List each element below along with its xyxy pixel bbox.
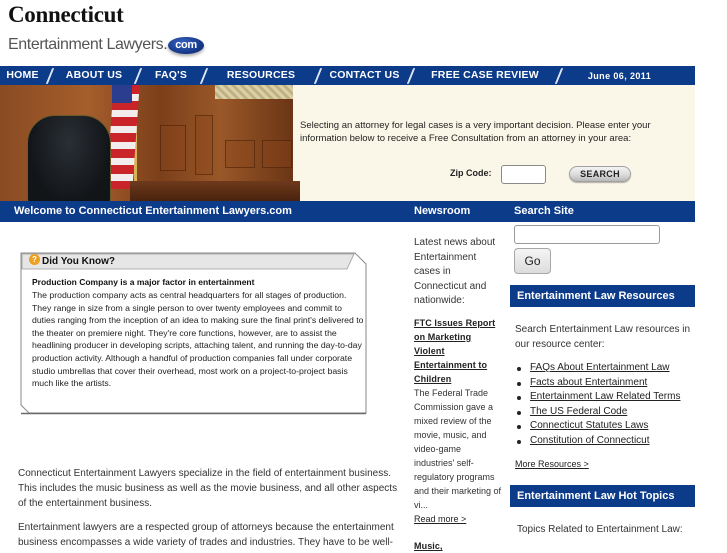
wallpaper-decoration [215,85,293,99]
resource-item [516,376,680,391]
nav-free-case-review[interactable]: FREE CASE REVIEW [431,69,539,81]
nav-faqs[interactable]: FAQ'S [154,69,188,81]
nav-separator [313,66,323,85]
intro-paragraph: Connecticut Entertainment Lawyers specialize in the field of entertainment business. This includes the music business as well as the movie business, and all other aspects of the entertainment business. [18,468,398,509]
section-header-bar [0,201,695,222]
judge-bench [130,181,300,201]
hot-topics-heading: Entertainment Law Hot Topics [510,485,695,507]
nav-home[interactable]: HOME [6,69,39,81]
welcome-heading: Welcome to Connecticut Entertainment Lawyers.com [14,205,292,217]
logo-subtitle[interactable] [8,36,204,54]
nav-date: June 06, 2011 [587,70,652,81]
logo-com-badge: com [168,37,203,54]
main-nav [0,66,695,85]
nav-separator [133,66,143,85]
resources-heading: Entertainment Law Resources [510,285,695,307]
logo-title[interactable]: Connecticut [8,2,124,27]
flag-canton [112,85,132,103]
resource-item [516,405,680,420]
logo-subtitle-text: Entertainment Lawyers. [8,36,168,53]
judge-chair [27,115,111,205]
resource-link-statutes[interactable]: Connecticut Statutes Laws [530,420,649,432]
hero-banner [0,85,695,201]
more-resources-link[interactable]: More Resources > [515,459,589,469]
resources-list [516,361,680,449]
resources-intro: Search Entertainment Law resources in our resource center: [515,324,691,350]
wall-panel [160,125,186,171]
site-header [0,0,695,66]
news-article-summary: The Federal Trade Commission gave a mixed review of the movie, music, and video-game industries' self-regulatory programs and their marketing of vi... [414,387,502,510]
wall-panel [262,140,292,168]
resource-link-federal-code[interactable]: The US Federal Code [530,405,628,417]
resource-link-faqs[interactable]: FAQs About Entertainment Law [530,362,670,373]
read-more-link[interactable]: Read more > [414,513,467,524]
search-site-heading: Search Site [514,205,574,217]
site-search-input[interactable] [514,225,660,244]
nav-contact-us[interactable]: CONTACT US [329,69,400,81]
resource-link-terms[interactable]: Entertainment Law Related Terms [530,391,681,403]
resource-link-constitution[interactable]: Constitution of Connecticut [530,434,650,446]
door-panel [195,115,213,175]
did-you-know-heading: Production Company is a major factor in entertainment [32,277,255,287]
nav-separator [554,66,564,85]
hot-topics-intro: Topics Related to Entertainment Law: [517,524,683,535]
resource-item [516,390,680,405]
nav-about-us[interactable]: ABOUT US [65,69,123,81]
newsroom-intro: Latest news about Entertainment cases in Connecticut and nationwide: [414,237,496,307]
resource-item [516,419,680,434]
zip-code-input[interactable] [501,165,546,184]
nav-resources[interactable]: RESOURCES [226,69,296,81]
zip-search-button[interactable]: SEARCH [569,166,631,182]
site-search-go-button[interactable]: Go [514,248,551,274]
nav-separator [199,66,209,85]
did-you-know-title: Did You Know? [42,256,115,267]
did-you-know-body: The production company acts as central headquarters for all stages of production. They range in size from a single person to over twenty employees and commit to duties ranging from the inception of an idea to making sure the final print's delivered to the theater on premiere night. They're core functions, however, are to assist the headlining producer in developing scripts, attaching talent, and running the day-to-day production activity. Although a handful of production companies fall under corporate studio umbrellas that cover their overhead, most work on a project-to-project basis much like the artists. [32,290,364,389]
resource-item [516,361,680,376]
news-article-title[interactable]: FTC Issues Report on Marketing Violent Entertainment to Children [414,317,496,384]
consultation-intro: Selecting an attorney for legal cases is a very important decision. Please enter your information below to receive a Free Consultation from an attorney in your area: [300,120,651,144]
zip-code-label: Zip Code: [450,168,492,178]
newsroom-column [414,236,502,553]
news-article-title[interactable]: Music, [414,540,443,551]
courtroom-photo [0,85,293,201]
resource-link-facts[interactable]: Facts about Entertainment [530,376,648,388]
did-you-know-box [20,252,367,414]
nav-separator [406,66,416,85]
newsroom-heading: Newsroom [414,205,471,217]
wall-panel [225,140,255,168]
resource-item [516,434,680,449]
question-icon: ? [29,254,40,265]
lawyers-paragraph: Entertainment lawyers are a respected group of attorneys because the entertainment business encompasses a wide variety of trades and industries. They have to be well- [18,522,394,548]
nav-separator [45,66,55,85]
